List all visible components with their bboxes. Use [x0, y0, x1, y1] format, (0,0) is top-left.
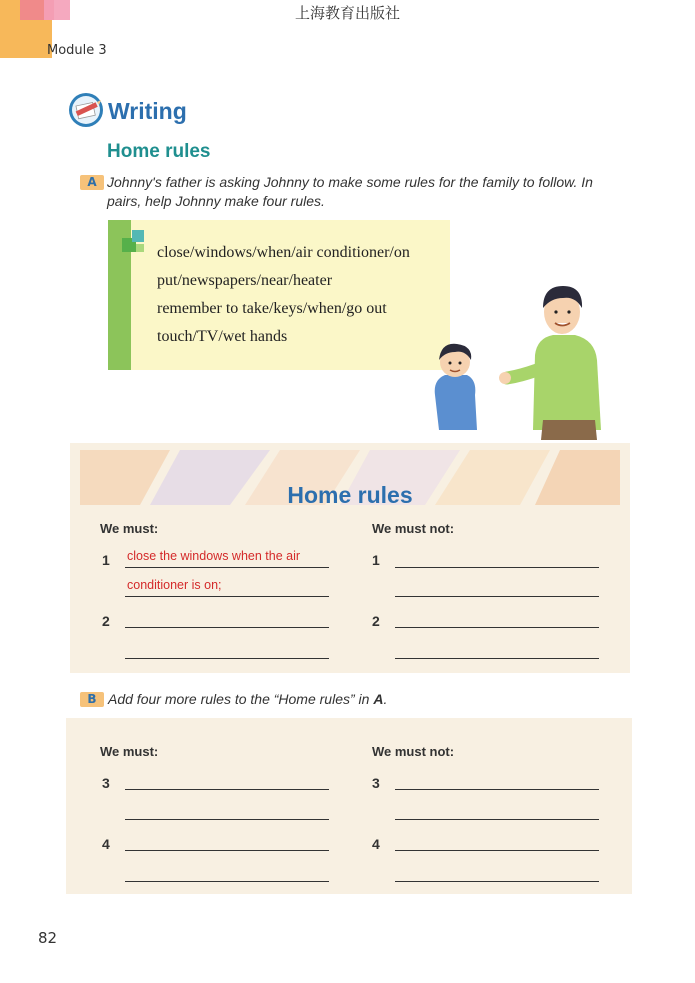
decor-square [136, 244, 144, 252]
father-and-son-illustration [425, 280, 625, 440]
instruction-line: Johnny's father is asking Johnny to make some rules for the family to follow. In [107, 174, 593, 190]
section-heading: Writing [108, 98, 187, 124]
must-not-label: We must not: [372, 744, 455, 759]
answer-line [125, 596, 329, 597]
answer-line[interactable] [395, 881, 599, 882]
answer-line[interactable] [125, 819, 329, 820]
answer-line[interactable] [395, 850, 599, 851]
prompt-line: touch/TV/wet hands [157, 328, 288, 345]
answer-line[interactable] [395, 596, 599, 597]
prompt-box [108, 220, 450, 370]
instruction-line: pairs, help Johnny make four rules. [107, 193, 325, 209]
must-not-label: We must not: [372, 521, 455, 536]
instruction-text: . [383, 691, 388, 707]
instruction-text: Add four more rules to the “Home rules” in [108, 691, 374, 707]
answer-text: close the windows when the air [127, 549, 301, 563]
answer-line[interactable] [395, 658, 599, 659]
page-number: 82 [38, 929, 58, 947]
answer-line[interactable] [125, 627, 329, 628]
rule-number: 4 [102, 836, 110, 852]
module-label: Module 3 [47, 43, 107, 58]
rule-number: 2 [102, 613, 110, 629]
publisher-name: 上海教育出版社 [294, 4, 400, 22]
boy-figure [435, 344, 477, 430]
pencil-paper-icon [68, 92, 104, 128]
prompt-line: put/newspapers/near/heater [157, 272, 333, 289]
prompt-line: close/windows/when/air conditioner/on [157, 244, 410, 261]
rule-number: 1 [372, 552, 380, 568]
section-title: Home rules [107, 141, 211, 162]
rule-number: 4 [372, 836, 380, 852]
rule-number: 2 [372, 613, 380, 629]
must-label: We must: [100, 521, 159, 536]
task-b-badge: B [80, 692, 104, 707]
answer-line[interactable] [395, 627, 599, 628]
answer-line[interactable] [125, 789, 329, 790]
must-label: We must: [100, 744, 159, 759]
rule-number: 1 [102, 552, 110, 568]
rule-number: 3 [372, 775, 380, 791]
answer-line [125, 567, 329, 568]
rule-number: 3 [102, 775, 110, 791]
answer-line[interactable] [125, 658, 329, 659]
task-b-instruction [108, 690, 387, 709]
prompt-line: remember to take/keys/when/go out [157, 300, 387, 317]
answer-line[interactable] [395, 789, 599, 790]
card-title: Home rules [287, 482, 413, 508]
task-a-badge: A [80, 175, 104, 190]
answer-line[interactable] [395, 819, 599, 820]
answer-line[interactable] [125, 881, 329, 882]
answer-line[interactable] [395, 567, 599, 568]
father-figure [499, 286, 601, 440]
decor-square [132, 230, 144, 242]
answer-line[interactable] [125, 850, 329, 851]
task-a-instruction [107, 173, 607, 211]
answer-text: conditioner is on; [127, 578, 222, 592]
instruction-reference: A [373, 691, 384, 707]
